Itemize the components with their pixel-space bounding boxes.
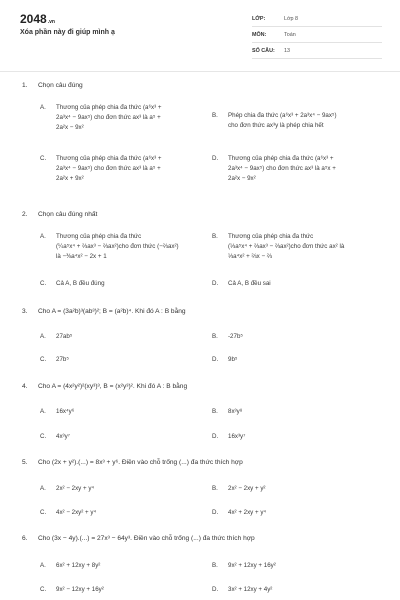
- option-a[interactable]: [40, 484, 200, 494]
- option-text: 2x² − 2xy + y⁴: [56, 485, 95, 492]
- option-label: D.: [212, 280, 219, 287]
- meta-value: 13: [284, 48, 290, 54]
- question-text: Cho (3x − 4y).(...) = 27x³ − 64y³. Điền vào chỗ trống (...) đa thức thích hợp: [38, 535, 255, 542]
- option-d[interactable]: [212, 355, 392, 365]
- meta-key: SỐ CÂU:: [252, 48, 275, 54]
- question-title: [22, 211, 97, 218]
- option-b[interactable]: [212, 484, 392, 494]
- logo-sub: .vn: [47, 19, 55, 25]
- option-text: 16x⁴y⁶: [56, 408, 75, 415]
- option-text: 9b⁵: [228, 356, 238, 363]
- logo: [20, 12, 55, 26]
- option-c[interactable]: [40, 585, 200, 595]
- option-a[interactable]: [40, 103, 200, 133]
- question-text: Cho A = (4x²y²)²(xy³)³, B = (x²y³)². Khi đó A : B bằng: [38, 383, 188, 390]
- option-a[interactable]: [40, 561, 200, 571]
- meta-row-class: [252, 14, 382, 27]
- option-label: A.: [40, 104, 46, 111]
- option-text: 4x² − 2xy² + y⁴: [56, 509, 97, 516]
- option-text: Cả A, B đều sai: [228, 280, 271, 287]
- option-label: D.: [212, 586, 219, 593]
- question-title: [22, 82, 83, 89]
- option-label: D.: [212, 509, 219, 516]
- option-b[interactable]: [212, 111, 392, 131]
- meta-row-count: [252, 46, 382, 59]
- option-label: C.: [40, 280, 47, 287]
- option-text: 4x² + 2xy + y⁴: [228, 509, 267, 516]
- option-b[interactable]: [212, 407, 392, 417]
- option-d[interactable]: [212, 508, 392, 518]
- option-d[interactable]: [212, 279, 392, 289]
- question-number: 5.: [22, 459, 28, 466]
- question-text: Cho A = (3a²b)³(ab³)²; B = (a²b)⁴. Khi đó A : B bằng: [38, 308, 186, 315]
- option-b[interactable]: [212, 232, 392, 262]
- question-title: [22, 535, 255, 542]
- option-text: 27ab⁵: [56, 333, 73, 340]
- meta-row-subject: [252, 30, 382, 43]
- meta-value: Toán: [284, 32, 296, 38]
- option-label: B.: [212, 112, 218, 119]
- option-c[interactable]: [40, 355, 200, 365]
- logo-main: 2048: [20, 12, 47, 26]
- option-text: Thương của phép chia đa thức (a⁶x³ + 2a³x⁴ − 9ax⁵) cho đơn thức ax³ là a⁵ + 2a²x − 9x²: [56, 104, 162, 131]
- option-text: Thương của phép chia đa thức (a⁶x³ + 2a³x⁴ − 9ax⁵) cho đơn thức ax³ là a⁵x + 2a²x − 9x²: [228, 155, 336, 182]
- option-a[interactable]: [40, 407, 200, 417]
- question-number: 6.: [22, 535, 28, 542]
- option-label: B.: [212, 562, 218, 569]
- option-text: 4x³y⁷: [56, 433, 70, 440]
- option-text: 6x² + 12xy + 8y²: [56, 562, 101, 569]
- option-label: B.: [212, 333, 218, 340]
- option-c[interactable]: [40, 154, 200, 184]
- option-b[interactable]: [212, 561, 392, 571]
- option-label: D.: [212, 155, 219, 162]
- option-text: Cả A, B đều đúng: [56, 280, 105, 287]
- option-text: Thương của phép chia đa thức (¼a⁵x⁴ + ⅔ax³ − ⅔ax²)cho đơn thức (−⅔ax²) là −⅜a⁴x² − 2x + 1: [56, 233, 179, 260]
- option-a[interactable]: [40, 232, 208, 262]
- header-divider: [0, 71, 400, 72]
- option-text: Thương của phép chia đa thức (a⁶x³ + 2a³x⁴ − 9ax⁵) cho đơn thức ax³ là a⁵ + 2a²x + 9x²: [56, 155, 162, 182]
- question-text: Chọn câu đúng: [38, 82, 83, 89]
- option-a[interactable]: [40, 332, 200, 342]
- option-text: 3x² + 12xy + 4y²: [228, 586, 273, 593]
- option-text: 27b⁵: [56, 356, 69, 363]
- option-text: 2x² − 2xy + y²: [228, 485, 266, 492]
- option-label: C.: [40, 509, 47, 516]
- question-number: 3.: [22, 308, 28, 315]
- option-label: B.: [212, 408, 218, 415]
- option-label: A.: [40, 408, 46, 415]
- option-text: 16x³y⁷: [228, 433, 246, 440]
- option-c[interactable]: [40, 432, 200, 442]
- option-text: Phép chia đa thức (a⁶x³ + 2a³x⁴ − 9ax⁵) cho đơn thức ax³y là phép chia hết: [228, 112, 337, 129]
- question-number: 2.: [22, 211, 28, 218]
- option-label: D.: [212, 433, 219, 440]
- option-b[interactable]: [212, 332, 392, 342]
- option-c[interactable]: [40, 279, 200, 289]
- meta-key: MÔN:: [252, 32, 267, 38]
- header-subtitle: Xóa phần này đi giúp mình ạ: [20, 29, 115, 36]
- question-title: [22, 459, 243, 466]
- question-number: 1.: [22, 82, 28, 89]
- option-label: C.: [40, 155, 47, 162]
- option-label: B.: [212, 485, 218, 492]
- question-title: [22, 383, 187, 390]
- option-d[interactable]: [212, 154, 392, 184]
- option-c[interactable]: [40, 508, 200, 518]
- option-label: A.: [40, 485, 46, 492]
- option-label: C.: [40, 586, 47, 593]
- question-text: Chọn câu đúng nhất: [38, 211, 98, 218]
- option-label: A.: [40, 562, 46, 569]
- meta-key: LỚP:: [252, 16, 266, 22]
- option-label: D.: [212, 356, 219, 363]
- option-text: Thương của phép chia đa thức (⅓a⁵x⁴ + ⅔ax³ − ⅔ax²)cho đơn thức ax² là ⅓a⁴x² + ⅔x − ⅔: [228, 233, 345, 260]
- option-text: 9x² + 12xy + 16y²: [228, 562, 276, 569]
- option-label: C.: [40, 356, 47, 363]
- question-text: Cho (2x + y²).(...) = 8x³ + y⁶. Điền vào chỗ trống (...) đa thức thích hợp: [38, 459, 243, 466]
- option-label: B.: [212, 233, 218, 240]
- question-title: [22, 308, 186, 315]
- option-text: 8x³y⁸: [228, 408, 243, 415]
- option-d[interactable]: [212, 432, 392, 442]
- question-number: 4.: [22, 383, 28, 390]
- meta-value: Lớp 8: [284, 16, 299, 22]
- option-text: 9x² − 12xy + 16y²: [56, 586, 104, 593]
- option-label: A.: [40, 333, 46, 340]
- option-label: C.: [40, 433, 47, 440]
- worksheet-header: [0, 0, 400, 72]
- option-text: -27b⁵: [228, 333, 243, 340]
- option-d[interactable]: [212, 585, 392, 595]
- option-label: A.: [40, 233, 46, 240]
